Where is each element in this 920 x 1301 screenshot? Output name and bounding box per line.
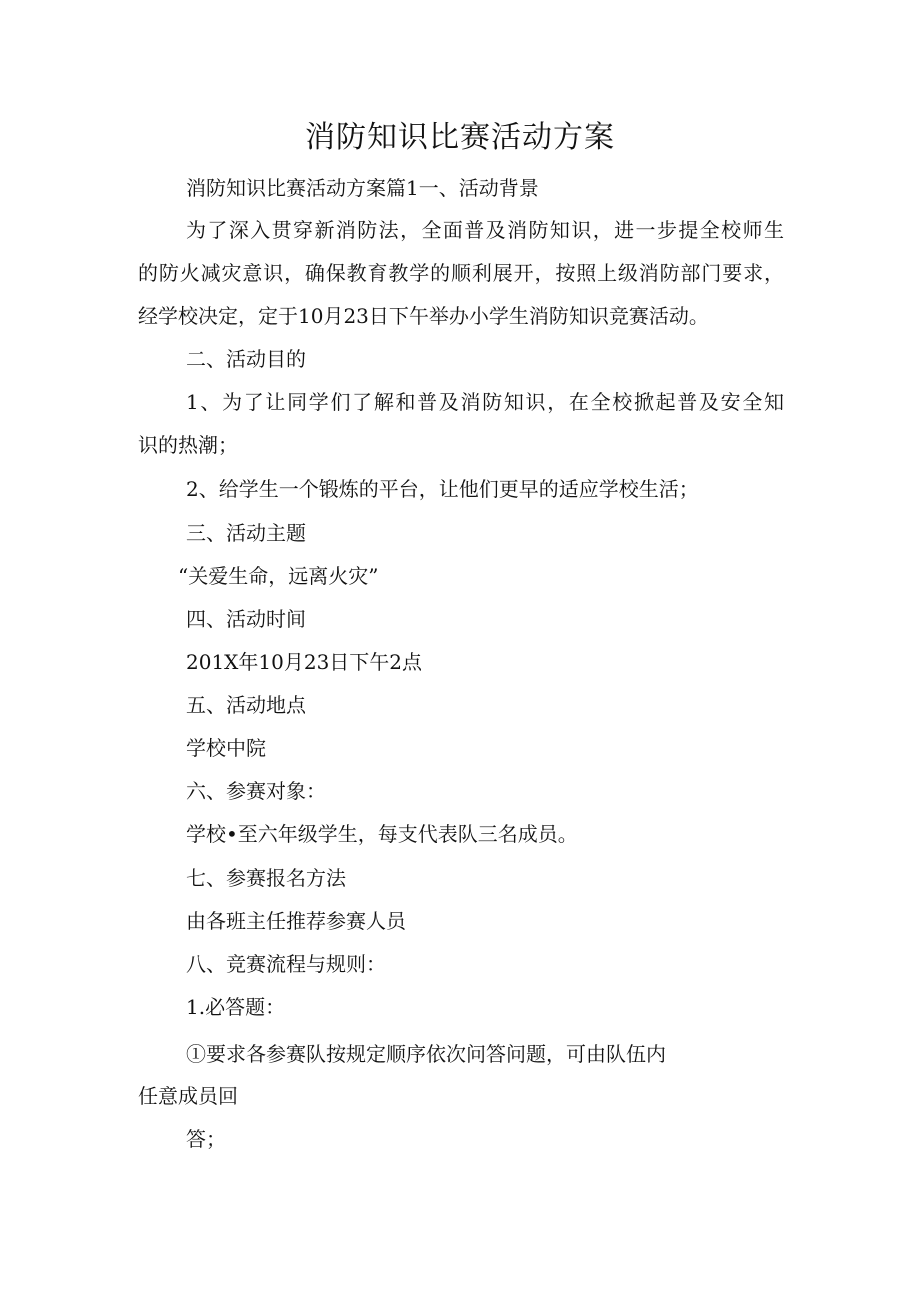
paragraph-line: 识的热潮； [138, 433, 238, 457]
section-heading: 七、参赛报名方法 [186, 866, 346, 890]
paragraph-line: 由各班主任推荐参赛人员 [186, 909, 406, 933]
section-heading: 八、竞赛流程与规则： [186, 952, 386, 976]
paragraph-line: 经学校决定，定于10月23日下午举办小学生消防知识竞赛活动。 [138, 304, 709, 328]
paragraph-line: 的防火减灾意识，确保教育教学的顺利展开，按照上级消防部门要求， [138, 261, 784, 285]
paragraph-line: 1、为了让同学们了解和普及消防知识，在全校掀起普及安全知 [186, 390, 784, 414]
paragraph-line: 201X年10月23日下午2点 [186, 650, 423, 674]
paragraph-line: ①要求各参赛队按规定顺序依次问答问题，可由队伍内 [186, 1042, 666, 1066]
section-heading: 二、活动目的 [186, 347, 306, 371]
paragraph-line: 学校•至六年级学生，每支代表队三名成员。 [186, 822, 578, 846]
section-heading: 四、活动时间 [186, 607, 306, 631]
paragraph-line: 为了深入贯穿新消防法，全面普及消防知识，进一步提全校师生 [186, 218, 784, 242]
paragraph-line: 消防知识比赛活动方案篇1一、活动背景 [186, 176, 539, 200]
paragraph-line: 1.必答题： [186, 995, 286, 1019]
paragraph-line: 答； [186, 1127, 226, 1151]
paragraph-line: 学校中院 [186, 736, 266, 760]
document-title: 消防知识比赛活动方案 [305, 120, 615, 155]
section-heading: 三、活动主题 [186, 521, 306, 545]
paragraph-line: 2、给学生一个锻炼的平台，让他们更早的适应学校生活； [186, 477, 699, 501]
section-heading: 六、参赛对象： [186, 779, 326, 803]
paragraph-line: 任意成员回 [138, 1084, 238, 1108]
paragraph-line: “关爱生命，远离火灾” [178, 564, 379, 588]
section-heading: 五、活动地点 [186, 693, 306, 717]
